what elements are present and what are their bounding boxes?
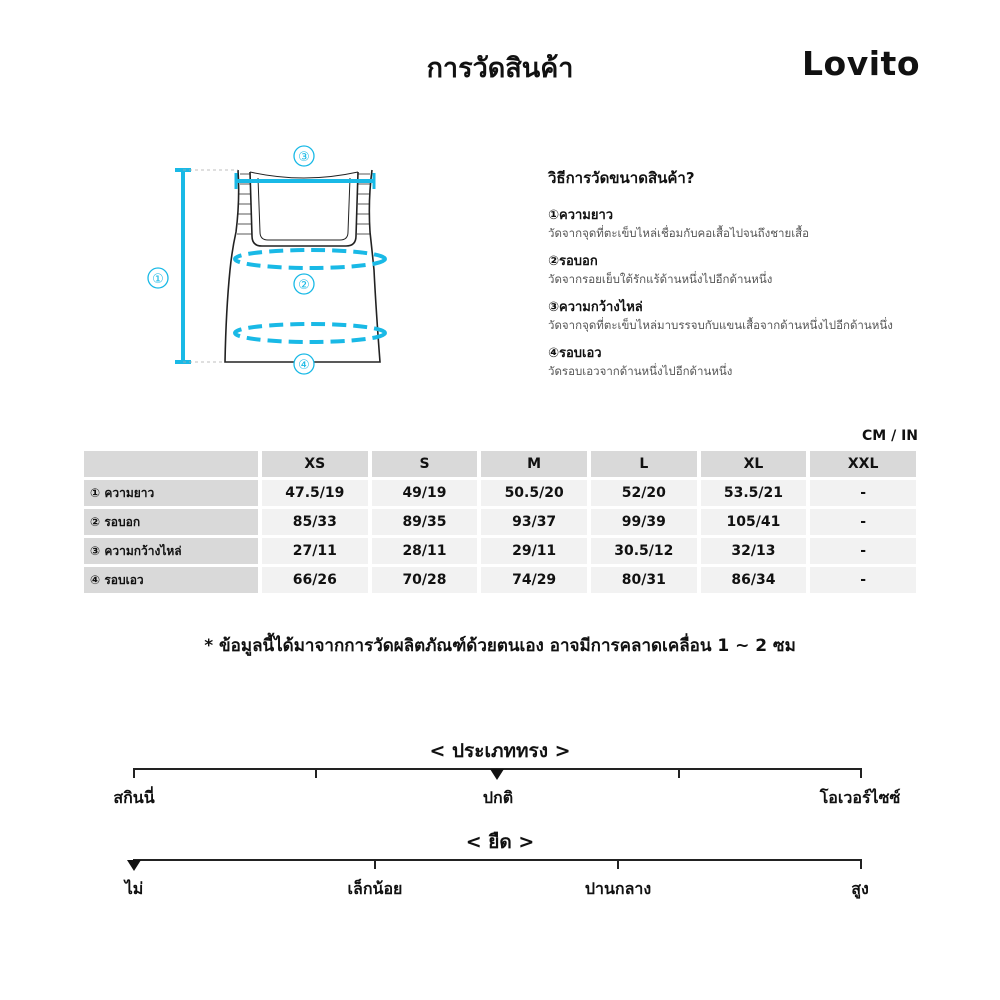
table-cell: 105/41 [701,509,807,535]
table-row [84,567,916,593]
table-cell: - [810,567,916,593]
table-row [84,538,916,564]
table-cell: - [810,538,916,564]
size-header: XS [262,451,368,477]
brand-logo: Lovito [802,44,920,83]
table-cell: 49/19 [372,480,478,506]
waist-line [235,324,385,342]
marker-3-label: ③ [298,150,310,165]
instructions-heading: วิธีการวัดขนาดสินค้า? [548,169,695,187]
table-cell: 80/31 [591,567,697,593]
marker-2-label: ② [298,278,310,293]
table-cell: 66/26 [262,567,368,593]
shoulder-heading: ③ความกว้างไหล่ [548,300,643,315]
measure-instructions [548,166,988,388]
table-cell: 30.5/12 [591,538,697,564]
stretch-tick [374,859,376,869]
stretch-label-none: ไม่ [124,879,144,898]
row-label: ③ ความกว้างไหล่ [84,538,258,564]
table-row [84,509,916,535]
table-cell: 32/13 [701,538,807,564]
measurement-note: * ข้อมูลนี้ได้มาจากการวัดผลิตภัณฑ์ด้วยตนเอง อาจมีการคลาดเคลื่อน 1 ~ 2 ซม [204,636,796,656]
stretch-label-slight: เล็กน้อย [347,879,403,898]
table-row [84,480,916,506]
table-cell: 93/37 [481,509,587,535]
row-label: ② รอบอก [84,509,258,535]
length-heading: ①ความยาว [548,208,614,223]
header-corner [84,451,258,477]
bust-desc: วัดจากรอยเย็บใต้รักแร้ด้านหนึ่งไปอีกด้านหนึ่ง [548,272,773,286]
marker-1-label: ① [152,272,164,287]
stretch-label-high: สูง [851,879,869,898]
table-cell: 89/35 [372,509,478,535]
stretch-selected-marker [127,860,141,871]
stretch-tick [860,859,862,869]
fit-selected-marker [490,769,504,780]
fit-tick [678,768,680,778]
stretch-scale-line [133,859,862,861]
tank-top-diagram [140,140,410,380]
table-cell: - [810,509,916,535]
size-table [80,448,920,596]
size-header-row [84,451,916,477]
table-cell: 53.5/21 [701,480,807,506]
table-cell: 27/11 [262,538,368,564]
fit-scale-title: < ประเภททรง > [429,740,571,762]
fit-label-skinny: สกินนี่ [113,788,155,807]
stretch-tick [617,859,619,869]
table-cell: 47.5/19 [262,480,368,506]
row-label: ① ความยาว [84,480,258,506]
table-cell: 85/33 [262,509,368,535]
marker-4-label: ④ [298,358,310,373]
stretch-scale-title: < ยืด > [465,831,535,853]
size-header: XXL [810,451,916,477]
waist-desc: วัดรอบเอวจากด้านหนึ่งไปอีกด้านหนึ่ง [548,364,733,378]
table-cell: 86/34 [701,567,807,593]
fit-tick [133,768,135,778]
bust-line [235,250,385,268]
fit-label-oversize: โอเวอร์ไซซ์ [819,788,901,807]
table-cell: 50.5/20 [481,480,587,506]
fit-tick [315,768,317,778]
table-cell: 99/39 [591,509,697,535]
fit-label-regular: ปกติ [482,788,514,807]
table-cell: 29/11 [481,538,587,564]
size-header: XL [701,451,807,477]
fit-tick [860,768,862,778]
stretch-label-medium: ปานกลาง [584,879,652,898]
table-cell: 70/28 [372,567,478,593]
size-header: L [591,451,697,477]
table-cell: - [810,480,916,506]
table-cell: 52/20 [591,480,697,506]
page-title: การวัดสินค้า [426,53,574,84]
row-label: ④ รอบเอว [84,567,258,593]
shoulder-desc: วัดจากจุดที่ตะเข็บไหล่มาบรรจบกับแขนเสื้อจากด้านหนึ่งไปอีกด้านหนึ่ง [548,318,893,332]
waist-heading: ④รอบเอว [548,346,602,361]
table-cell: 28/11 [372,538,478,564]
unit-label: CM / IN [862,428,918,444]
bust-heading: ②รอบอก [548,254,598,269]
table-cell: 74/29 [481,567,587,593]
measurement-lines [175,170,385,362]
size-header: M [481,451,587,477]
length-desc: วัดจากจุดที่ตะเข็บไหล่เชื่อมกับคอเสื้อไปจนถึงชายเสื้อ [548,226,810,240]
size-header: S [372,451,478,477]
